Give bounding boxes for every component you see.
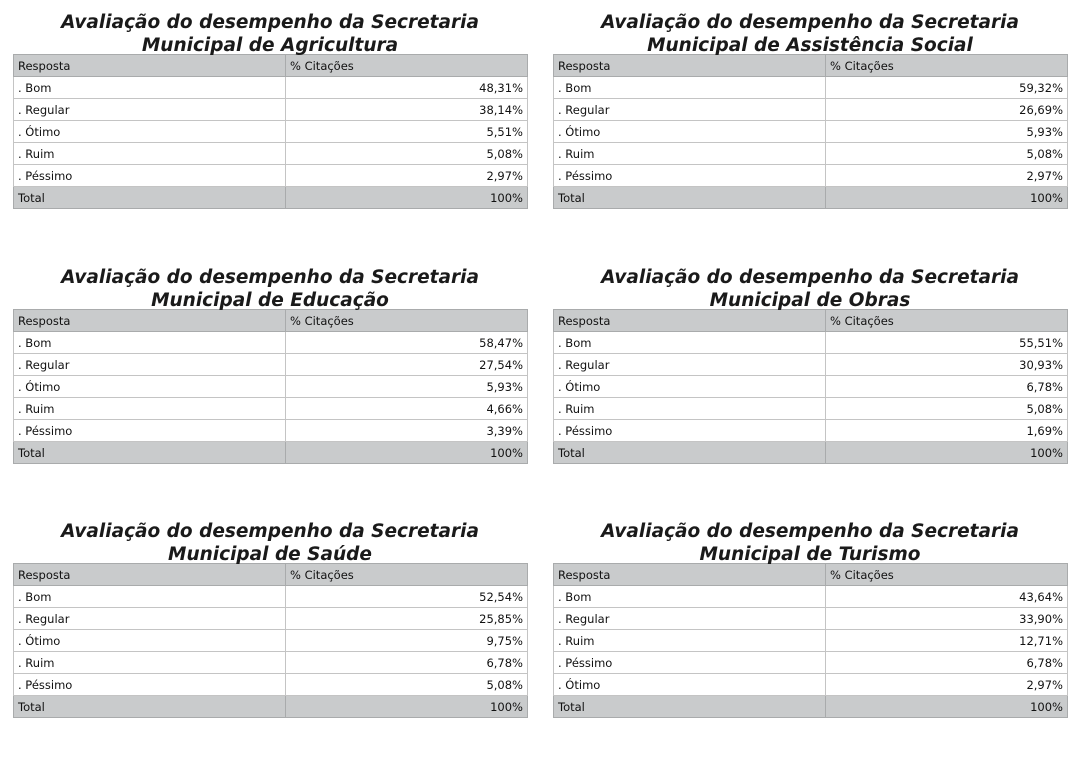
row-value: 5,51%: [286, 121, 528, 143]
total-value: 100%: [826, 696, 1068, 718]
panel-saude: [13, 513, 527, 718]
row-label: . Regular: [14, 608, 286, 630]
row-label: . Ótimo: [554, 376, 826, 398]
table-row: [554, 608, 1068, 630]
row-label: . Regular: [14, 99, 286, 121]
row-label: . Ruim: [14, 652, 286, 674]
row-value: 58,47%: [286, 332, 528, 354]
header-citacoes: % Citações: [826, 55, 1068, 77]
header-citacoes: % Citações: [826, 564, 1068, 586]
row-label: . Bom: [14, 586, 286, 608]
panel-turismo: [553, 513, 1067, 718]
table-row: [554, 99, 1068, 121]
row-label: . Péssimo: [14, 165, 286, 187]
row-label: . Ruim: [554, 398, 826, 420]
panel-title-line1: Avaliação do desempenho da Secretaria: [601, 521, 1019, 542]
table-row: [554, 143, 1068, 165]
table-row: [14, 332, 528, 354]
table-row: [554, 420, 1068, 442]
table-total-row: [554, 696, 1068, 718]
panel-agricultura: [13, 4, 527, 209]
table-row: [14, 652, 528, 674]
row-value: 52,54%: [286, 586, 528, 608]
row-value: 6,78%: [286, 652, 528, 674]
row-value: 38,14%: [286, 99, 528, 121]
table-row: [14, 586, 528, 608]
row-value: 1,69%: [826, 420, 1068, 442]
row-label: . Péssimo: [14, 420, 286, 442]
table-row: [554, 376, 1068, 398]
row-label: . Péssimo: [554, 420, 826, 442]
header-citacoes: % Citações: [286, 564, 528, 586]
panel-title-line1: Avaliação do desempenho da Secretaria: [61, 267, 479, 288]
row-value: 48,31%: [286, 77, 528, 99]
total-label: Total: [554, 442, 826, 464]
row-label: . Ruim: [14, 398, 286, 420]
row-value: 9,75%: [286, 630, 528, 652]
table-header-row: [14, 310, 528, 332]
row-value: 5,08%: [286, 143, 528, 165]
row-label: . Regular: [14, 354, 286, 376]
table-total-row: [14, 442, 528, 464]
row-label: . Ótimo: [554, 121, 826, 143]
row-value: 5,93%: [826, 121, 1068, 143]
table-row: [14, 630, 528, 652]
row-label: . Ruim: [14, 143, 286, 165]
table-row: [554, 586, 1068, 608]
panel-title-line1: Avaliação do desempenho da Secretaria: [61, 521, 479, 542]
row-value: 59,32%: [826, 77, 1068, 99]
table-total-row: [554, 442, 1068, 464]
row-label: . Bom: [14, 332, 286, 354]
panel-title-line2: Municipal de Turismo: [699, 543, 921, 565]
table-row: [554, 652, 1068, 674]
table-header-row: [14, 564, 528, 586]
table-row: [14, 608, 528, 630]
panel-title: [553, 259, 1067, 309]
panel-title: [13, 513, 527, 563]
row-label: . Bom: [554, 77, 826, 99]
row-value: 43,64%: [826, 586, 1068, 608]
row-value: 5,08%: [826, 398, 1068, 420]
table-header-row: [554, 564, 1068, 586]
panel-title: [553, 513, 1067, 563]
total-value: 100%: [826, 442, 1068, 464]
table-row: [14, 143, 528, 165]
panel-assistencia-social: [553, 4, 1067, 209]
panel-title-line2: Municipal de Assistência Social: [647, 34, 973, 56]
header-resposta: Resposta: [554, 55, 826, 77]
header-resposta: Resposta: [554, 310, 826, 332]
row-value: 27,54%: [286, 354, 528, 376]
table-row: [554, 332, 1068, 354]
total-value: 100%: [286, 442, 528, 464]
header-citacoes: % Citações: [286, 55, 528, 77]
row-label: . Regular: [554, 608, 826, 630]
header-citacoes: % Citações: [826, 310, 1068, 332]
panel-title-line2: Municipal de Educação: [151, 289, 389, 311]
total-value: 100%: [286, 187, 528, 209]
table-row: [554, 674, 1068, 696]
header-resposta: Resposta: [554, 564, 826, 586]
table-row: [554, 77, 1068, 99]
total-label: Total: [554, 696, 826, 718]
results-table: [13, 563, 528, 718]
row-label: . Regular: [554, 354, 826, 376]
table-header-row: [554, 55, 1068, 77]
table-header-row: [554, 310, 1068, 332]
table-row: [14, 99, 528, 121]
table-row: [14, 376, 528, 398]
total-label: Total: [14, 187, 286, 209]
table-row: [14, 420, 528, 442]
header-resposta: Resposta: [14, 55, 286, 77]
row-value: 6,78%: [826, 652, 1068, 674]
row-value: 30,93%: [826, 354, 1068, 376]
panel-title: [553, 4, 1067, 54]
panel-title-line1: Avaliação do desempenho da Secretaria: [61, 12, 479, 33]
header-resposta: Resposta: [14, 564, 286, 586]
row-label: . Ótimo: [14, 630, 286, 652]
row-label: . Péssimo: [14, 674, 286, 696]
row-value: 26,69%: [826, 99, 1068, 121]
row-label: . Bom: [14, 77, 286, 99]
row-value: 2,97%: [826, 674, 1068, 696]
row-label: . Ruim: [554, 143, 826, 165]
panel-obras: [553, 259, 1067, 464]
results-table: [553, 54, 1068, 209]
row-value: 2,97%: [286, 165, 528, 187]
row-value: 5,93%: [286, 376, 528, 398]
row-label: . Péssimo: [554, 165, 826, 187]
table-row: [554, 121, 1068, 143]
row-label: . Ruim: [554, 630, 826, 652]
table-total-row: [14, 696, 528, 718]
table-total-row: [14, 187, 528, 209]
row-value: 55,51%: [826, 332, 1068, 354]
row-label: . Regular: [554, 99, 826, 121]
panel-title: [13, 4, 527, 54]
total-label: Total: [14, 442, 286, 464]
table-row: [554, 165, 1068, 187]
results-table: [553, 309, 1068, 464]
total-label: Total: [554, 187, 826, 209]
row-value: 33,90%: [826, 608, 1068, 630]
row-value: 25,85%: [286, 608, 528, 630]
results-table: [553, 563, 1068, 718]
panel-title-line1: Avaliação do desempenho da Secretaria: [601, 267, 1019, 288]
panel-title-line2: Municipal de Obras: [709, 289, 911, 311]
table-row: [14, 398, 528, 420]
panel-title-line2: Municipal de Agricultura: [141, 34, 399, 56]
row-label: . Bom: [554, 586, 826, 608]
panel-title-line1: Avaliação do desempenho da Secretaria: [601, 12, 1019, 33]
table-row: [14, 165, 528, 187]
row-value: 5,08%: [826, 143, 1068, 165]
table-row: [554, 398, 1068, 420]
row-label: . Ótimo: [554, 674, 826, 696]
table-row: [14, 354, 528, 376]
table-row: [554, 354, 1068, 376]
table-row: [14, 121, 528, 143]
row-label: . Bom: [554, 332, 826, 354]
row-label: . Péssimo: [554, 652, 826, 674]
total-value: 100%: [286, 696, 528, 718]
row-label: . Ótimo: [14, 121, 286, 143]
row-value: 4,66%: [286, 398, 528, 420]
row-value: 12,71%: [826, 630, 1068, 652]
row-label: . Ótimo: [14, 376, 286, 398]
panel-title-line2: Municipal de Saúde: [168, 543, 372, 565]
total-label: Total: [14, 696, 286, 718]
row-value: 2,97%: [826, 165, 1068, 187]
row-value: 5,08%: [286, 674, 528, 696]
results-table: [13, 54, 528, 209]
panel-educacao: [13, 259, 527, 464]
table-header-row: [14, 55, 528, 77]
panel-title: [13, 259, 527, 309]
table-row: [14, 674, 528, 696]
total-value: 100%: [826, 187, 1068, 209]
table-total-row: [554, 187, 1068, 209]
table-row: [554, 630, 1068, 652]
table-row: [14, 77, 528, 99]
row-value: 3,39%: [286, 420, 528, 442]
header-citacoes: % Citações: [286, 310, 528, 332]
results-table: [13, 309, 528, 464]
header-resposta: Resposta: [14, 310, 286, 332]
row-value: 6,78%: [826, 376, 1068, 398]
